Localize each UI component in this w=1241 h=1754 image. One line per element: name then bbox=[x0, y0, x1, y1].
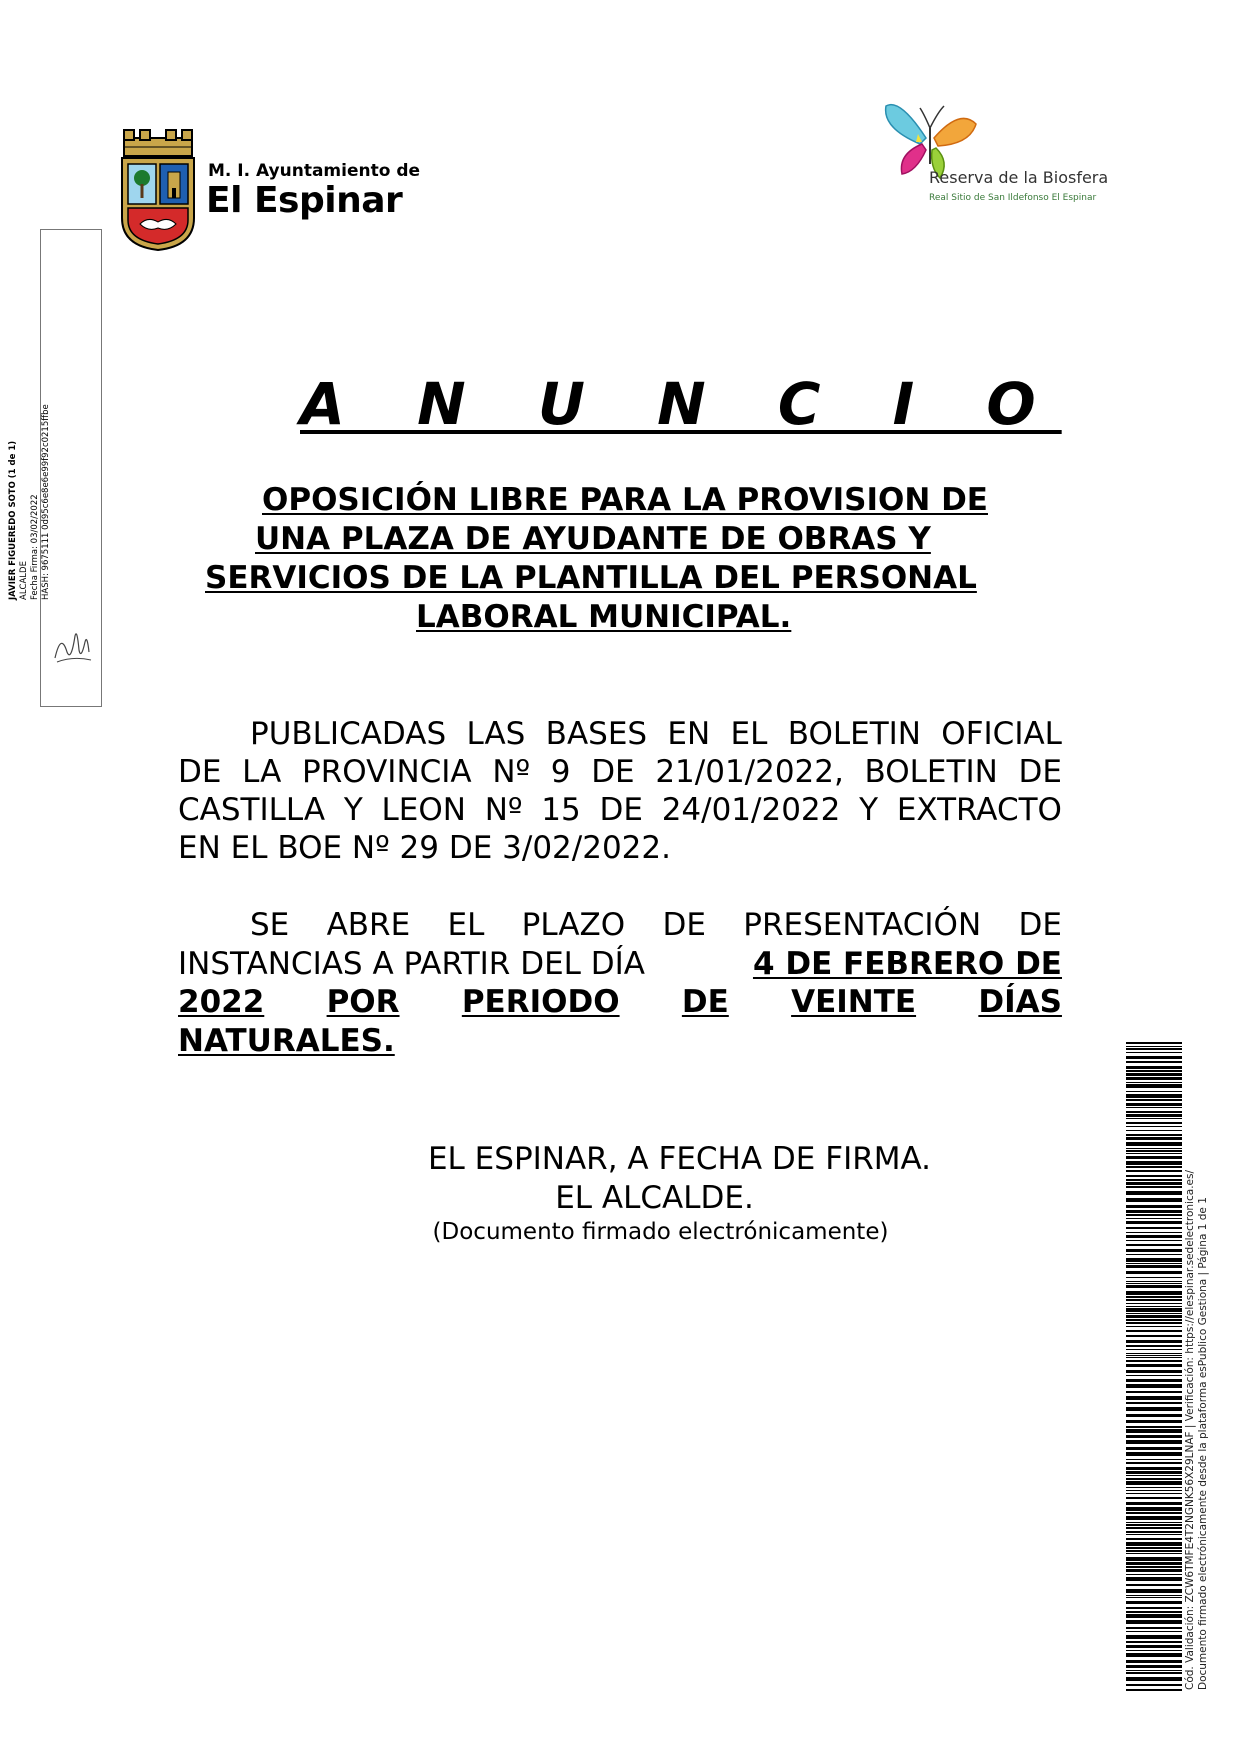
paragraph-1-line-4: EN EL BOE Nº 29 DE 3/02/2022. bbox=[178, 830, 671, 866]
paragraph-2-plain: INSTANCIAS A PARTIR DEL DÍA bbox=[178, 946, 645, 982]
paragraph-2-line-4: NATURALES. bbox=[178, 1023, 395, 1059]
biosphere-title: Reserva de la Biosfera bbox=[929, 168, 1109, 187]
verification-line-2: Documento firmado electrónicamente desde la plataforma esPublico Gestiona | Página 1 de 1 bbox=[1197, 1197, 1209, 1690]
subtitle-line: OPOSICIÓN LIBRE PARA LA PROVISION DE bbox=[262, 482, 988, 518]
paragraph-2-line-2 bbox=[178, 946, 1062, 982]
paragraph-1-line-2: DE LA PROVINCIA Nº 9 DE 21/01/2022, BOLETIN DE bbox=[178, 754, 1062, 790]
municipality-name-large: El Espinar bbox=[206, 180, 403, 221]
biosphere-subtitle: Real Sitio de San Ildefonso El Espinar bbox=[929, 193, 1097, 203]
subtitle-line: LABORAL MUNICIPAL. bbox=[416, 599, 792, 635]
signature-hash: HASH: 9675111 0d95c6e8e6e99f92c0215ffbe bbox=[41, 404, 51, 600]
closing-signer: EL ALCALDE. bbox=[555, 1180, 754, 1216]
paragraph-1-line-3: CASTILLA Y LEON Nº 15 DE 24/01/2022 Y EXTRACTO bbox=[178, 792, 1062, 828]
paragraph-2-line-1: SE ABRE EL PLAZO DE PRESENTACIÓN DE bbox=[250, 907, 1062, 943]
municipality-name-small: M. I. Ayuntamiento de bbox=[208, 161, 421, 181]
signer-name: JAVIER FIGUEREDO SOTO (1 de 1) bbox=[8, 440, 18, 600]
signature-info bbox=[8, 380, 80, 600]
verification-line-1: Cód. Validación: ZCW6TMFE4T2NGNK56X29LNAF | Verificación: https://elespinar.sedelectronica.es/ bbox=[1184, 1169, 1196, 1690]
closing-place-date: EL ESPINAR, A FECHA DE FIRMA. bbox=[427, 1141, 932, 1177]
verification-info bbox=[1184, 1050, 1210, 1690]
paragraph-2-date-emphasis: 4 DE FEBRERO DE bbox=[752, 946, 1062, 982]
closing-note: (Documento firmado electrónicamente) bbox=[432, 1219, 889, 1245]
page-title: A N U N C I O bbox=[300, 370, 1062, 438]
paragraph-1-line-1: PUBLICADAS LAS BASES EN EL BOLETIN OFICIAL bbox=[250, 716, 1062, 752]
signature-scrawl-icon bbox=[47, 622, 97, 667]
signer-role: ALCALDE bbox=[19, 561, 29, 600]
subtitle-line: UNA PLAZA DE AYUDANTE DE OBRAS Y bbox=[255, 521, 931, 557]
barcode-icon bbox=[1126, 1042, 1182, 1692]
coat-of-arms-icon bbox=[118, 128, 198, 252]
paragraph-2-line-3: 2022 POR PERIODO DE VEINTE DÍAS bbox=[178, 984, 1062, 1020]
subtitle-line: SERVICIOS DE LA PLANTILLA DEL PERSONAL bbox=[205, 560, 977, 596]
signature-date: Fecha Firma: 03/02/2022 bbox=[30, 494, 40, 600]
